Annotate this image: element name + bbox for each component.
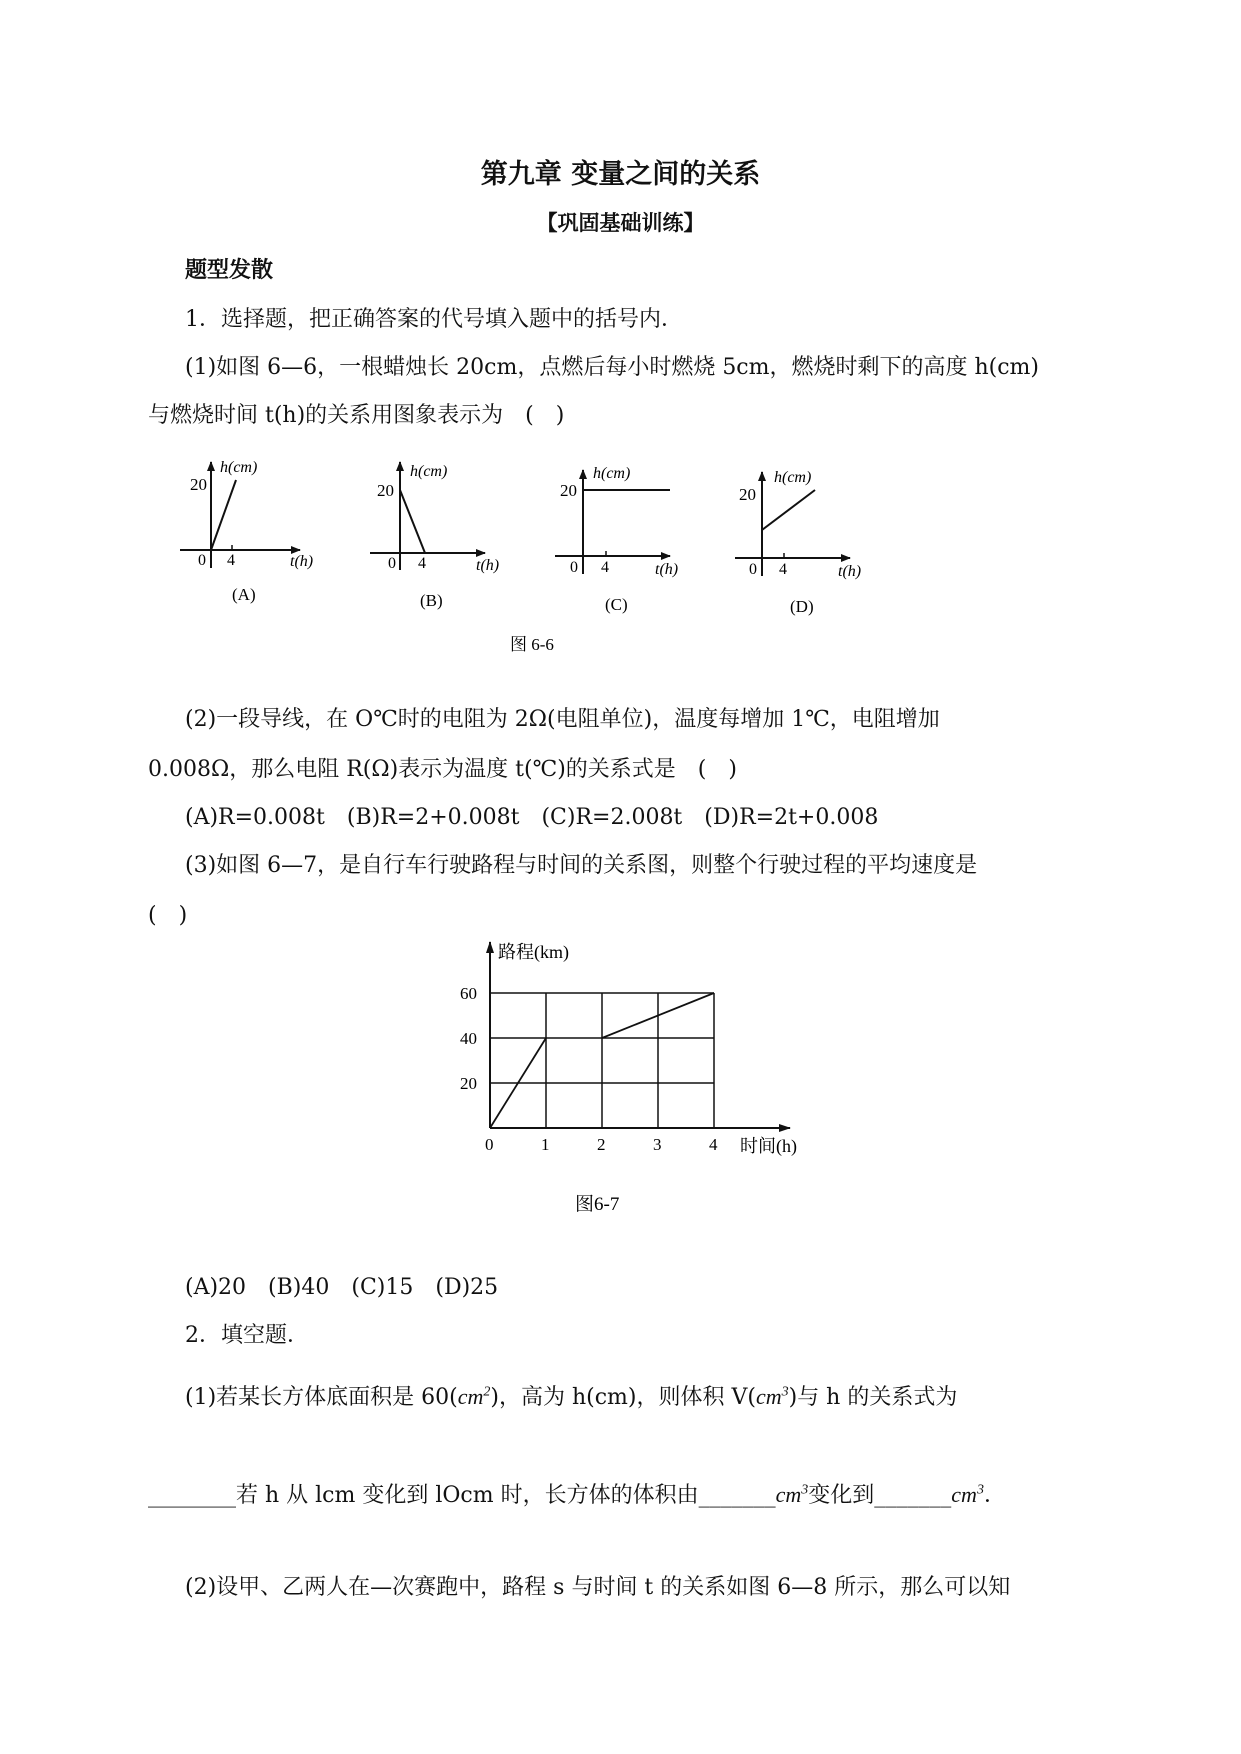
graph-a-y-tick: 20 xyxy=(190,475,207,494)
q2-p1-line2 xyxy=(148,1478,1006,1509)
graph-c xyxy=(555,465,678,614)
q1-intro: 1．选择题，把正确答案的代号填入题中的括号内． xyxy=(185,307,683,332)
graph-d-y-label: h(cm) xyxy=(774,469,812,486)
graph-d-line xyxy=(762,490,815,530)
graph-a-x-label: t(h) xyxy=(290,553,314,570)
figure-6-6-caption: 图 6-6 xyxy=(510,635,554,654)
graph-b-y-tick: 20 xyxy=(377,481,394,500)
unit-cm3-2: $cm^3$ xyxy=(775,1482,809,1507)
blank-1[interactable]: ________ xyxy=(148,1483,236,1508)
graph-a xyxy=(180,459,313,604)
q2-p1-after: )与 h 的关系式为 xyxy=(788,1385,958,1410)
q2-intro: 2．填空题． xyxy=(185,1323,309,1348)
chart-caption: 图6-7 xyxy=(575,1194,620,1215)
graph-d-x-tick: 4 xyxy=(779,561,787,578)
q1-p3-options: (A)20 (B)40 (C)15 (D)25 xyxy=(185,1275,499,1300)
q2-p1-line1 xyxy=(185,1380,957,1411)
y-tick-label: 40 xyxy=(460,1029,477,1048)
graph-c-x-tick: 4 xyxy=(601,559,609,576)
q2-p2-line1: (2)设甲、乙两人在—次赛跑中，路程 s 与时间 t 的关系如图 6—8 所示，那么可以知 xyxy=(185,1575,1011,1600)
graph-d-origin: 0 xyxy=(749,561,757,578)
q1-p2-options: (A)R=0.008t (B)R=2+0.008t (C)R=2.008t (D)R=2t+0.008 xyxy=(185,805,879,830)
q1-p3-line2: ( ) xyxy=(148,903,188,928)
y-tick-label: 20 xyxy=(460,1074,477,1093)
x-tick-label: 0 xyxy=(485,1135,494,1154)
graph-b-line xyxy=(400,490,425,553)
blank-2[interactable]: _______ xyxy=(698,1483,776,1508)
q2-p1b-text2: 变化到 xyxy=(808,1483,875,1508)
chart-grid xyxy=(490,993,714,1128)
unit-cm2: $cm^2$ xyxy=(457,1384,491,1409)
x-tick-label: 2 xyxy=(597,1135,606,1154)
y-axis-label: 路程(km) xyxy=(498,942,569,962)
graph-b-y-label: h(cm) xyxy=(410,463,448,480)
graph-a-origin: 0 xyxy=(198,552,206,569)
graph-a-y-label: h(cm) xyxy=(220,459,258,476)
graph-c-y-label: h(cm) xyxy=(593,465,631,482)
graph-d-y-tick: 20 xyxy=(739,485,756,504)
q1-p2-line2: 0.008Ω，那么电阻 R(Ω)表示为温度 t(℃)的关系式是 ( ) xyxy=(148,757,737,782)
y-tick-label: 60 xyxy=(460,984,477,1003)
page-title: 第九章 变量之间的关系 xyxy=(480,159,761,190)
q2-period: ． xyxy=(983,1483,1006,1508)
graph-c-origin: 0 xyxy=(570,559,578,576)
q1-p2-line1: (2)一段导线，在 O℃时的电阻为 2Ω(电阻单位)，温度每增加 1℃，电阻增加 xyxy=(185,707,940,732)
graph-d-label: (D) xyxy=(790,597,814,616)
x-axis-label: 时间(h) xyxy=(740,1136,797,1156)
figure-6-7-chart xyxy=(440,930,840,1230)
graph-b-origin: 0 xyxy=(388,555,396,572)
graph-a-x-tick: 4 xyxy=(227,552,235,569)
section-heading: 题型发散 xyxy=(185,258,274,283)
x-tick-label: 3 xyxy=(653,1135,662,1154)
q1-p1-line1: (1)如图 6—6，一根蜡烛长 20cm，点燃后每小时燃烧 5cm，燃烧时剩下的高度 h(cm) xyxy=(185,355,1040,380)
graph-d xyxy=(735,469,861,616)
q1-p1-line2: 与燃烧时间 t(h)的关系用图象表示为 ( ) xyxy=(148,403,565,428)
x-tick-label: 4 xyxy=(709,1135,718,1154)
graph-b-label: (B) xyxy=(420,591,443,610)
q2-p1-before: (1)若某长方体底面积是 60( xyxy=(185,1385,458,1410)
unit-cm3: $cm^3$ xyxy=(755,1384,789,1409)
unit-cm3-3: $cm^3$ xyxy=(951,1482,984,1507)
graph-a-line xyxy=(211,480,236,550)
graph-b-x-tick: 4 xyxy=(418,555,426,572)
q1-p3-line1: (3)如图 6—7，是自行车行驶路程与时间的关系图，则整个行驶过程的平均速度是 xyxy=(185,853,978,878)
figure-6-6 xyxy=(150,450,910,670)
page-subtitle: 【巩固基础训练】 xyxy=(536,211,705,235)
graph-d-x-label: t(h) xyxy=(838,563,862,580)
graph-c-label: (C) xyxy=(605,595,628,614)
graph-a-label: (A) xyxy=(232,585,256,604)
blank-3[interactable]: _______ xyxy=(874,1483,952,1508)
graph-b-x-label: t(h) xyxy=(476,557,500,574)
x-tick-label: 1 xyxy=(541,1135,550,1154)
graph-c-y-tick: 20 xyxy=(560,481,577,500)
graph-c-x-label: t(h) xyxy=(655,561,679,578)
q2-p1-mid: )，高为 h(cm)，则体积 V( xyxy=(490,1385,756,1410)
q2-p1b-text1: 若 h 从 lcm 变化到 lOcm 时，长方体的体积由 xyxy=(236,1483,699,1508)
graph-b xyxy=(370,462,499,610)
